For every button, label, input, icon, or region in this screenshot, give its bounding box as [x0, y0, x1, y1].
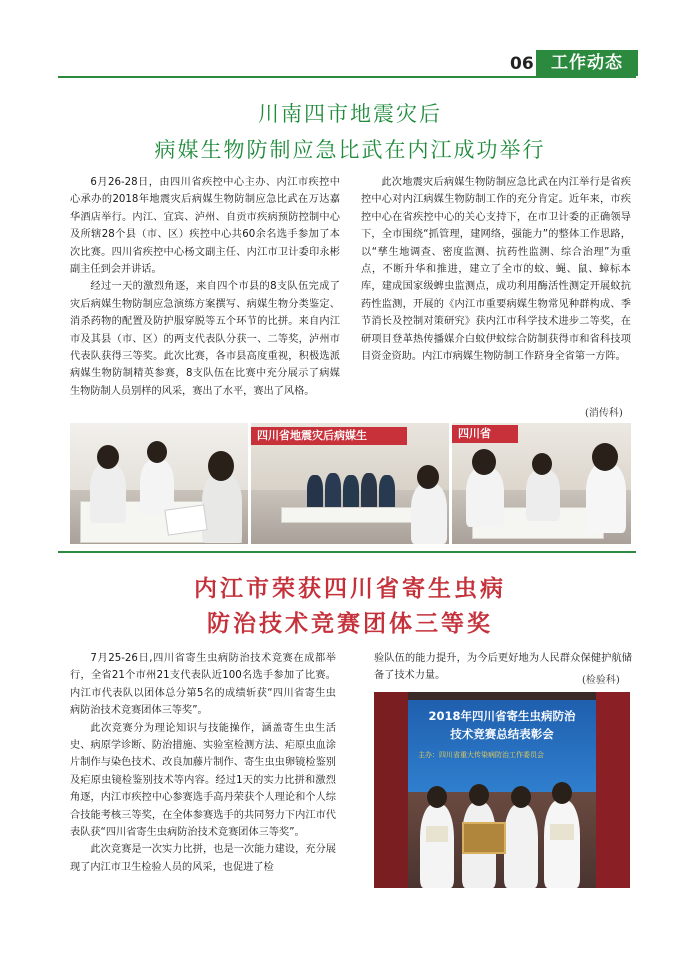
photo-person-head — [532, 453, 552, 475]
photo-paper — [164, 504, 207, 535]
photo-person-head — [427, 786, 447, 808]
photo-person — [307, 475, 323, 509]
article2-title-line2: 防治技术竞赛团体三等奖 — [207, 610, 493, 637]
photo-award-certificate — [462, 822, 506, 854]
photo-competition-hall — [251, 423, 449, 544]
article2-left-column — [70, 650, 336, 876]
article2-signature: (检验科) — [582, 675, 620, 686]
photo-person-head — [552, 782, 572, 804]
photo-award-certificate — [550, 824, 574, 840]
photo-person-head — [469, 784, 489, 806]
section-divider — [58, 551, 636, 553]
photo-person — [526, 469, 560, 521]
photo-banner: 四川省地震灾后病媒生 — [251, 427, 407, 445]
photo-person-head — [511, 786, 531, 808]
photo-award-ceremony — [374, 692, 630, 888]
article1-title-line2: 病媒生物防制应急比武在内江成功举行 — [154, 138, 546, 162]
photo-person — [466, 467, 504, 527]
article1-left-paragraph: 经过一天的激烈角逐，来自四个市县的8支队伍完成了灾后病媒生物防制应急演练方案撰写、病媒生物分类鉴定、消杀药物的配置及防护服穿脱等五个环节的比拼。来自内江市及其县（市、区）的两支代表队分获一、二等奖，泸州市代表队获得三等奖。此次比赛，各市县高度重视，积极选派病媒生物防制精英参赛，8支队伍在比赛中充分展示了病媒生物防制人员别样的风采，赛出了水平，赛出了风格。 — [70, 281, 340, 397]
photo-person-head — [208, 451, 234, 481]
photo-person — [411, 483, 447, 544]
photo-screen-host: 主办：四川省重大传染病防治工作委员会 — [418, 751, 544, 759]
article1-right-paragraph: 此次地震灾后病媒生物防制应急比武在内江举行是省疾控中心对内江病媒生物防制工作的充分肯定。近年来，市疾控中心在省疾控中心的关心支持下，在市卫计委的正确领导下，全市围绕“抓管理，建网络，强能力”的整体工作思路，以“孳生地调查、密度监测、抗药性监测、综合治理”为重点，不断升华和推进，建立了全市的蚊、蝇、鼠、蟑标本库，建成国家级蜱虫监测点，成功利用酶活性测定开展蚊抗药性监测，开展的《内江市重要病媒生物常见种群构成、季节消长及控制对策研究》获内江市科学技术进步二等奖，在研项目登革热传播媒介白蚊伊蚊综合防制获得市和省科技项目资金资助。内江市病媒生物防制工作跻身全省第一方阵。 — [361, 177, 631, 363]
photo-person — [544, 800, 580, 888]
photo-person — [504, 804, 538, 888]
photo-person-head — [97, 445, 119, 469]
photo-curtain-right — [596, 692, 630, 888]
page-number: 06 — [510, 54, 534, 74]
article1-left-paragraph: 6月26-28日，由四川省疾控中心主办、内江市疾控中心承办的2018年地震灾后病媒生物防制应急比武在万达嘉华酒店举行。内江、宜宾、泸州、自贡市疾病预防控制中心及所辖28个县（市、区）疾控中心共60余名选手参加了本次比赛。四川省疾控中心杨文副主任、内江市卫计委印永彬副主任到会并讲话。 — [70, 177, 340, 276]
photo-person — [586, 463, 626, 533]
photo-person-head — [147, 441, 167, 463]
article2-title-line1: 内江市荣获四川省寄生虫病 — [194, 575, 506, 602]
photo-person — [420, 804, 454, 888]
photo-curtain-left — [374, 692, 408, 888]
photo-person-head — [592, 443, 618, 471]
article2-left-paragraph: 此次竞赛分为理论知识与技能操作，涵盖寄生虫生活史、病原学诊断、防治措施、实验室检测方法、疟原虫血涂片制作与染色技术、改良加藤片制作、寄生虫虫卵镜检鉴别及疟原虫镜检鉴别技术等内容。经过1天的实力比拼和激烈角逐，内江市疾控中心参赛选手高丹荣获个人理论和个人综合技能考核三等奖，在全体参赛选手的共同努力下内江市代表队获“四川省寄生虫病防治技术竞赛团体三等奖”。 — [70, 722, 336, 839]
photo-person — [361, 473, 377, 509]
photo-award-certificate — [426, 826, 448, 842]
article1-title-line1: 川南四市地震灾后 — [258, 102, 442, 126]
photo-table — [281, 507, 423, 523]
photo-person-head — [417, 465, 439, 489]
photo-contestants-writing — [70, 423, 248, 544]
article2-left-paragraph: 此次竞赛是一次实力比拼，也是一次能力建设，充分展现了内江市卫生检验人员的风采，也促进了检 — [70, 844, 336, 873]
photo-person — [90, 463, 126, 523]
article2-left-paragraph: 7月25-26日,四川省寄生虫病防治技术竞赛在成都举行，全省21个市州21支代表队近100名选手参加了比赛。内江市代表队以团体总分第5名的成绩斩获“四川省寄生虫病防治技术竞赛团体三等奖”。 — [70, 653, 336, 717]
photo-specimen-identification — [452, 423, 631, 544]
section-tag: 工作动态 — [536, 50, 638, 76]
photo-banner: 四川省 — [452, 425, 518, 443]
photo-person — [379, 475, 395, 509]
photo-screen-subtitle: 技术竞赛总结表彰会 — [450, 727, 554, 741]
photo-person — [343, 475, 359, 509]
article1-right-column — [361, 174, 631, 365]
article1-signature: (消传科) — [585, 408, 623, 419]
photo-person — [202, 473, 242, 543]
photo-person — [140, 459, 174, 515]
photo-person-head — [472, 449, 496, 475]
photo-screen-title: 2018年四川省寄生虫病防治 — [428, 709, 576, 723]
article1-left-column — [70, 174, 340, 400]
article2-right-paragraph: 验队伍的能力提升，为今后更好地为人民群众保健护航储备了技术力量。 — [374, 653, 632, 682]
photo-screen — [408, 700, 596, 792]
photo-person — [325, 473, 341, 509]
header-rule — [58, 76, 636, 78]
